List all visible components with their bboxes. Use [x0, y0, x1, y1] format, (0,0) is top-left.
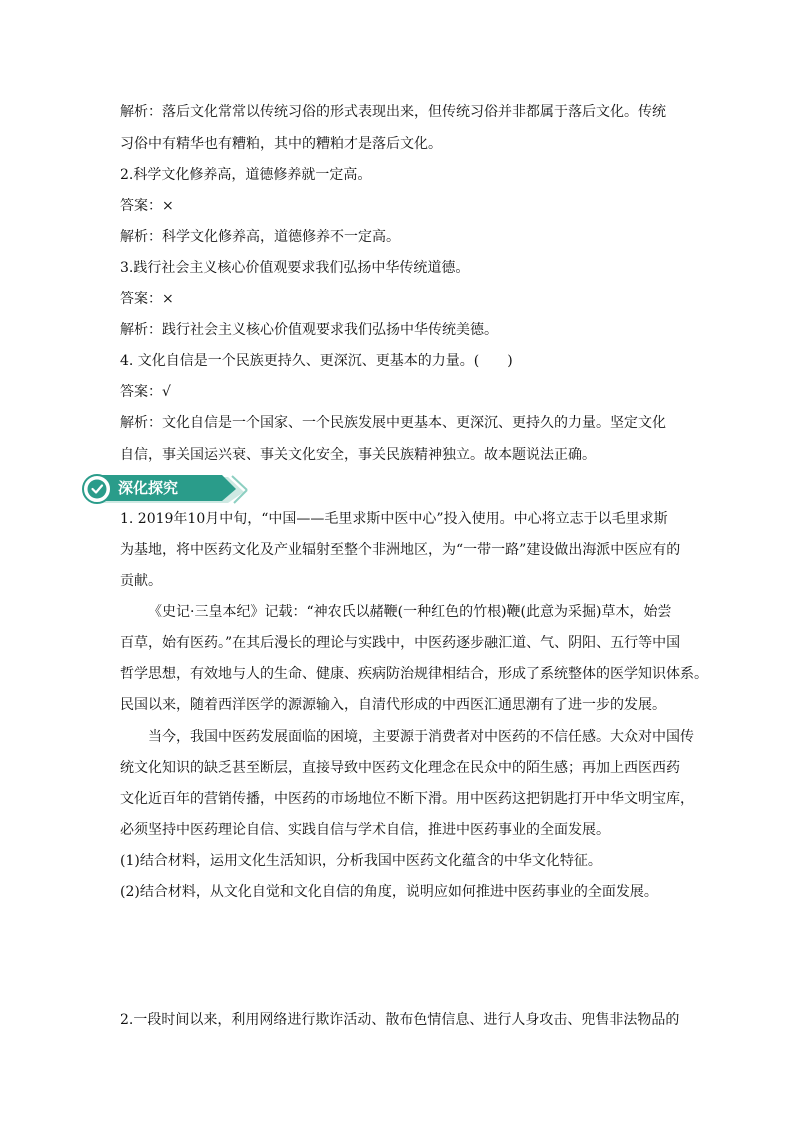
- question-text: 4. 文化自信是一个民族更持久、更深沉、更基本的力量。( ): [120, 353, 513, 369]
- material-text: 当今，我国中医药发展面临的困境，主要源于消费者对中医药的不信任感。大众对中国传: [148, 729, 694, 745]
- analysis-text: 解析：践行社会主义核心价值观要求我们弘扬中华传统美德。: [120, 322, 498, 338]
- material-text: 民国以来，随着西洋医学的源源输入，自清代形成的中西医汇通思潮有了进一步的发展。: [120, 697, 666, 713]
- material-text: 为基地，将中医药文化及产业辐射至整个非洲地区，为“一带一路”建设做出海派中医应有的: [120, 542, 681, 558]
- material-text: 文化近百年的营销传播，中医药的市场地位不断下滑。用中医药这把钥匙打开中华文明宝库，: [120, 791, 694, 807]
- analysis-text: 解析：文化自信是一个国家、一个民族发展中更基本、更深沉、更持久的力量。坚定文化: [120, 415, 666, 431]
- question-text: 3.践行社会主义核心价值观要求我们弘扬中华传统道德。: [120, 260, 470, 276]
- sub-question-text: (2)结合材料，从文化自觉和文化自信的角度，说明应如何推进中医药事业的全面发展。: [120, 884, 658, 900]
- analysis-text: 解析：落后文化常常以传统习俗的形式表现出来，但传统习俗并非都属于落后文化。传统: [120, 104, 666, 120]
- question-text: 2.一段时间以来，利用网络进行欺诈活动、散布色情信息、进行人身攻击、兜售非法物品的: [120, 1012, 680, 1028]
- material-text: 百草，始有医药。”在其后漫长的理论与实践中，中医药逐步融汇道、气、阴阳、五行等中国: [120, 635, 681, 651]
- answer-text: 答案：√: [120, 384, 171, 400]
- answer-text: 答案：×: [120, 198, 174, 214]
- material-text: 必须坚持中医药理论自信、实践自信与学术自信，推进中医药事业的全面发展。: [120, 822, 610, 838]
- analysis-text: 习俗中有精华也有糟粕，其中的糟粕才是落后文化。: [120, 136, 442, 152]
- analysis-text: 解析：科学文化修养高，道德修养不一定高。: [120, 229, 400, 245]
- question-text: 2.科学文化修养高，道德修养就一定高。: [120, 167, 372, 183]
- material-text: 哲学思想，有效地与人的生命、健康、疾病防治规律相结合，形成了系统整体的医学知识体系。: [120, 666, 708, 682]
- material-text: 《史记·三皇本纪》记载：“神农氏以赭鞭(一种红色的竹根)鞭(此意为采掘)草木，始尝: [148, 604, 672, 620]
- section-title: 深化探究: [118, 479, 179, 497]
- material-text: 1. 2019年10月中旬，“中国——毛里求斯中医中心”投入使用。中心将立志于以毛里求斯: [120, 511, 668, 527]
- answer-text: 答案：×: [120, 291, 174, 307]
- material-text: 贡献。: [120, 573, 162, 589]
- material-text: 统文化知识的缺乏甚至断层，直接导致中医药文化理念在民众中的陌生感；再加上西医西药: [120, 760, 680, 776]
- check-badge-icon: [83, 475, 111, 503]
- sub-question-text: (1)结合材料，运用文化生活知识，分析我国中医药文化蕴含的中华文化特征。: [120, 853, 602, 869]
- analysis-text: 自信，事关国运兴衰、事关文化安全，事关民族精神独立。故本题说法正确。: [120, 447, 596, 463]
